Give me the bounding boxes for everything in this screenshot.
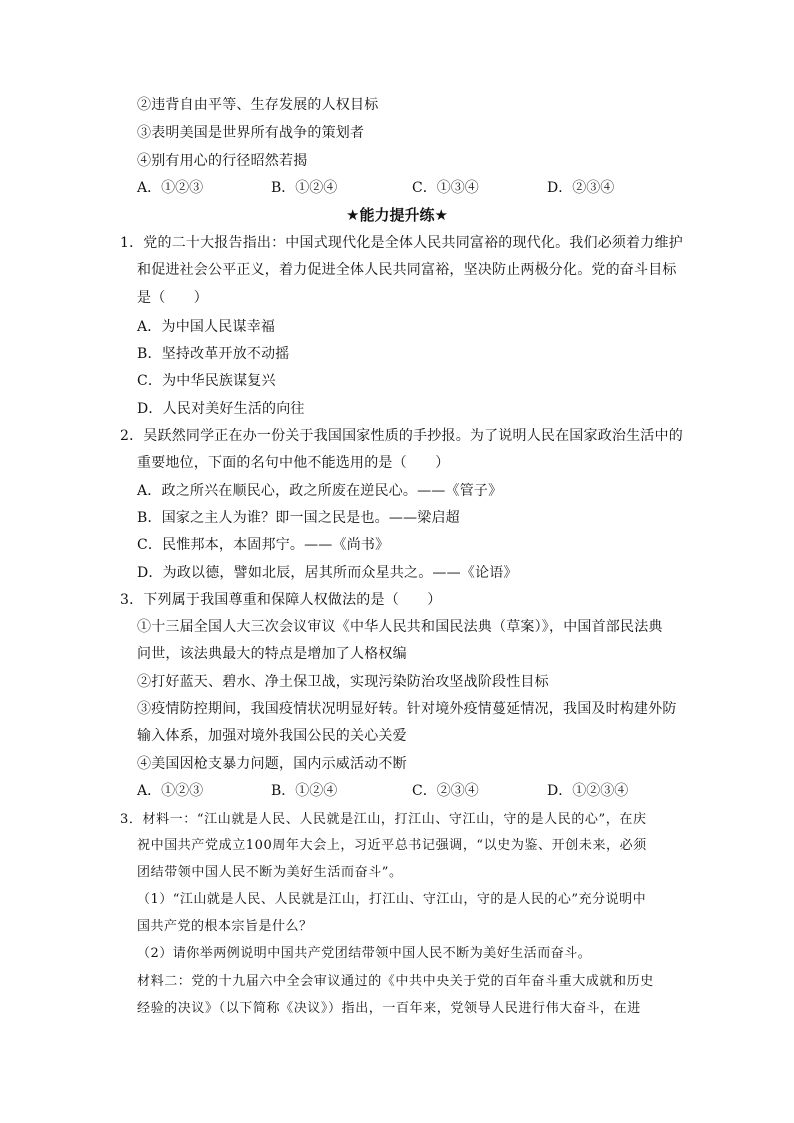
q2-stem-line-1: 2．吴跃然同学正在办一份关于我国国家性质的手抄报。为了说明人民在国家政治生活中的 <box>120 428 683 444</box>
q1-stem-line-3: 是（ ） <box>137 290 208 306</box>
q3-item-1-line-1: ①十三届全国人大三次会议审议《中华人民共和国民法典（草案）》，中国首部民法典 <box>137 619 663 635</box>
q2-option-c: C．民惟邦本，本固邦宁。——《尚书》 <box>137 537 390 553</box>
material1-line-1: 3．材料一：“江山就是人民、人民就是江山，打江山、守江山，守的是人民的心”，在庆 <box>120 812 647 827</box>
q2-option-d: D．为政以德，譬如北辰，居其所而众星共之。——《论语》 <box>137 565 518 581</box>
sub-question-1-line-1: （1）“江山就是人民、人民就是江山，打江山、守江山，守的是人民的心”充分说明中 <box>137 892 647 907</box>
sub-question-2: （2）请你举两例说明中国共产党团结带领中国人民不断为美好生活而奋斗。 <box>137 946 592 961</box>
q3-option-a: A．①②③ <box>137 783 204 799</box>
q3-item-3-line-2: 输入体系，加强对境外我国公民的关心关爱 <box>137 728 407 744</box>
q1-option-a: A．为中国人民谋幸福 <box>137 319 276 335</box>
q2-stem-line-2: 重要地位，下面的名句中他不能选用的是（ ） <box>137 455 450 471</box>
q3-item-3-line-1: ③疫情防控期间，我国疫情状况明显好转。针对境外疫情蔓延情况，我国及时构建外防 <box>137 701 677 717</box>
material2-line-2: 经验的决议》（以下简称《决议》）指出，一百年来，党领导人民进行伟大奋斗，在进 <box>137 1001 641 1016</box>
q3-item-4: ④美国因枪支暴力问题，国内示威活动不断 <box>137 756 407 772</box>
q3-option-d: D．①②③④ <box>547 783 629 799</box>
q3-item-2: ②打好蓝天、碧水、净土保卫战，实现污染防治攻坚战阶段性目标 <box>137 674 549 690</box>
q3-option-c: C．②③④ <box>412 783 479 799</box>
prev-option-a: A．①②③ <box>137 180 204 196</box>
material1-line-2: 祝中国共产党成立100周年大会上，习近平总书记强调，“以史为鉴、开创未来，必须 <box>137 838 647 853</box>
q1-option-d: D．人民对美好生活的向往 <box>137 401 305 417</box>
prev-item-2: ②违背自由平等、生存发展的人权目标 <box>137 97 379 113</box>
q3-stem: 3．下列属于我国尊重和保障人权做法的是（ ） <box>120 592 442 608</box>
q1-stem-line-1: 1．党的二十大报告指出：中国式现代化是全体人民共同富裕的现代化。我们必须着力维护 <box>120 235 683 251</box>
q1-option-b: B．坚持改革开放不动摇 <box>137 346 290 362</box>
prev-option-b: B．①②④ <box>271 180 338 196</box>
material1-line-3: 团结带领中国人民不断为美好生活而奋斗”。 <box>137 865 403 880</box>
sub-question-1-line-2: 国共产党的根本宗旨是什么？ <box>137 919 313 934</box>
section-heading: ★能力提升练★ <box>346 206 448 224</box>
material2-line-1: 材料二：党的十九届六中全会审议通过的《中共中央关于党的百年奋斗重大成就和历史 <box>137 974 654 989</box>
q3-option-b: B．①②④ <box>271 783 338 799</box>
prev-item-3: ③表明美国是世界所有战争的策划者 <box>137 125 365 141</box>
q2-option-b: B．国家之主人为谁？即一国之民是也。——梁启超 <box>137 510 460 526</box>
q1-option-c: C．为中华民族谋复兴 <box>137 373 276 389</box>
q2-option-a: A．政之所兴在顺民心，政之所废在逆民心。——《管子》 <box>137 483 503 499</box>
q3-item-1-line-2: 问世，该法典最大的特点是增加了人格权编 <box>137 646 407 662</box>
q3-options-row <box>137 782 667 800</box>
prev-option-c: C．①③④ <box>412 180 479 196</box>
prev-options-row <box>137 179 667 197</box>
prev-option-d: D．②③④ <box>547 180 615 196</box>
prev-item-4: ④别有用心的行径昭然若揭 <box>137 153 308 169</box>
q1-stem-line-2: 和促进社会公平正义，着力促进全体人民共同富裕，坚决防止两极分化。党的奋斗目标 <box>137 262 677 278</box>
